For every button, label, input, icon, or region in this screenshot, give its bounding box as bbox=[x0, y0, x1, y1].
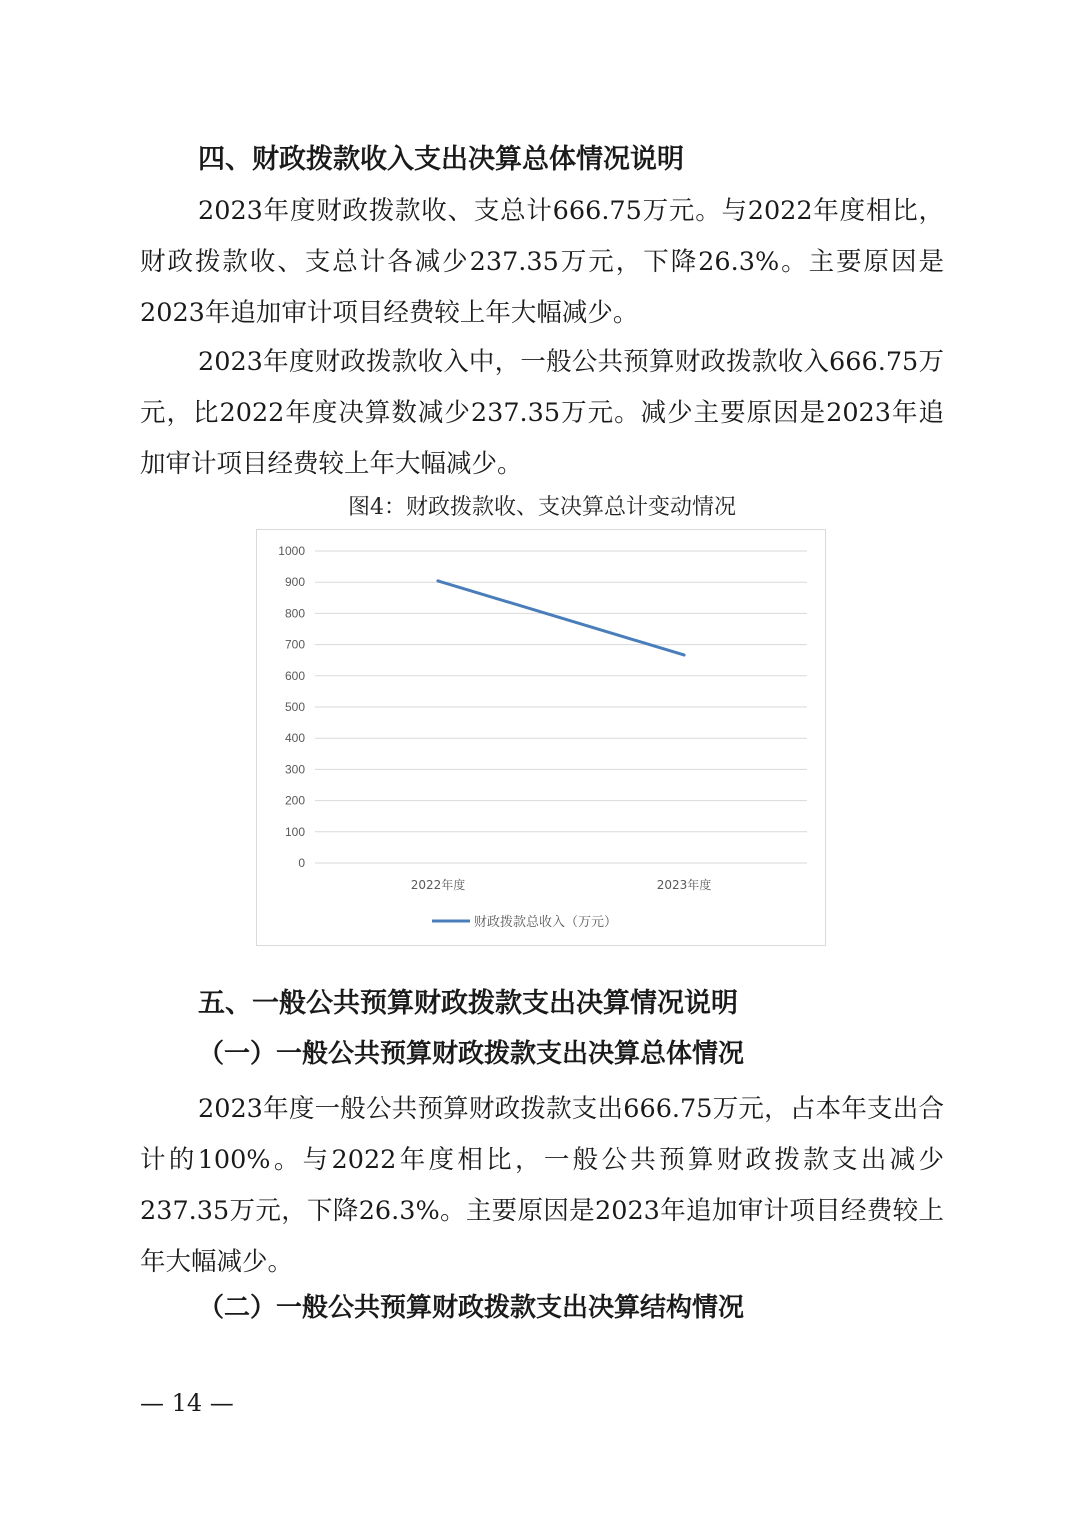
y-tick-label: 0 bbox=[298, 856, 305, 870]
section-5-subheading-2: （二）一般公共预算财政拨款支出决算结构情况 bbox=[198, 1293, 745, 1323]
section-5-subheading-1: （一）一般公共预算财政拨款支出决算总体情况 bbox=[198, 1039, 745, 1069]
data-point bbox=[683, 653, 686, 656]
section-5-paragraph-1: 2023年度一般公共预算财政拨款支出666.75万元，占本年支出合计的100%。与2022年度相比，一般公共预算财政拨款支出减少237.35万元，下降26.3%。主要原因是2023年追加审计项目经费较上年大幅减少。 bbox=[140, 1094, 944, 1277]
y-tick-label: 400 bbox=[284, 731, 305, 746]
figure-caption: 图4：财政拨款收、支决算总计变动情况 bbox=[348, 495, 736, 520]
section-4-paragraph-1: 2023年度财政拨款收、支总计666.75万元。与2022年度相比，财政拨款收、支总计各减少237.35万元，下降26.3%。主要原因是2023年追加审计项目经费较上年大幅减少。 bbox=[140, 196, 944, 328]
chart-canvas bbox=[257, 530, 827, 947]
section-4-paragraph-2: 2023年度财政拨款收入中，一般公共预算财政拨款收入666.75万元，比2022年度决算数减少237.35万元。减少主要原因是2023年追加审计项目经费较上年大幅减少。 bbox=[140, 347, 944, 479]
y-tick-label: 200 bbox=[284, 793, 305, 808]
x-tick-label: 2023年度 bbox=[656, 878, 712, 892]
line-chart bbox=[256, 529, 826, 946]
y-tick-label: 600 bbox=[284, 668, 305, 683]
y-tick-label: 1000 bbox=[278, 544, 305, 558]
page-number: — 14 — bbox=[140, 1389, 234, 1417]
series-line bbox=[438, 581, 684, 655]
section-5-heading: 五、一般公共预算财政拨款支出决算情况说明 bbox=[198, 988, 738, 1019]
x-tick-label: 2022年度 bbox=[410, 878, 466, 892]
y-tick-label: 700 bbox=[284, 637, 305, 652]
legend-label: 财政拨款总收入（万元） bbox=[474, 915, 618, 930]
data-point bbox=[437, 579, 440, 582]
y-tick-label: 800 bbox=[284, 606, 305, 621]
y-tick-label: 300 bbox=[284, 762, 305, 777]
y-tick-label: 100 bbox=[284, 824, 305, 839]
y-tick-label: 500 bbox=[284, 700, 305, 714]
y-tick-label: 900 bbox=[284, 575, 305, 590]
section-4-heading: 四、财政拨款收入支出决算总体情况说明 bbox=[198, 144, 684, 175]
